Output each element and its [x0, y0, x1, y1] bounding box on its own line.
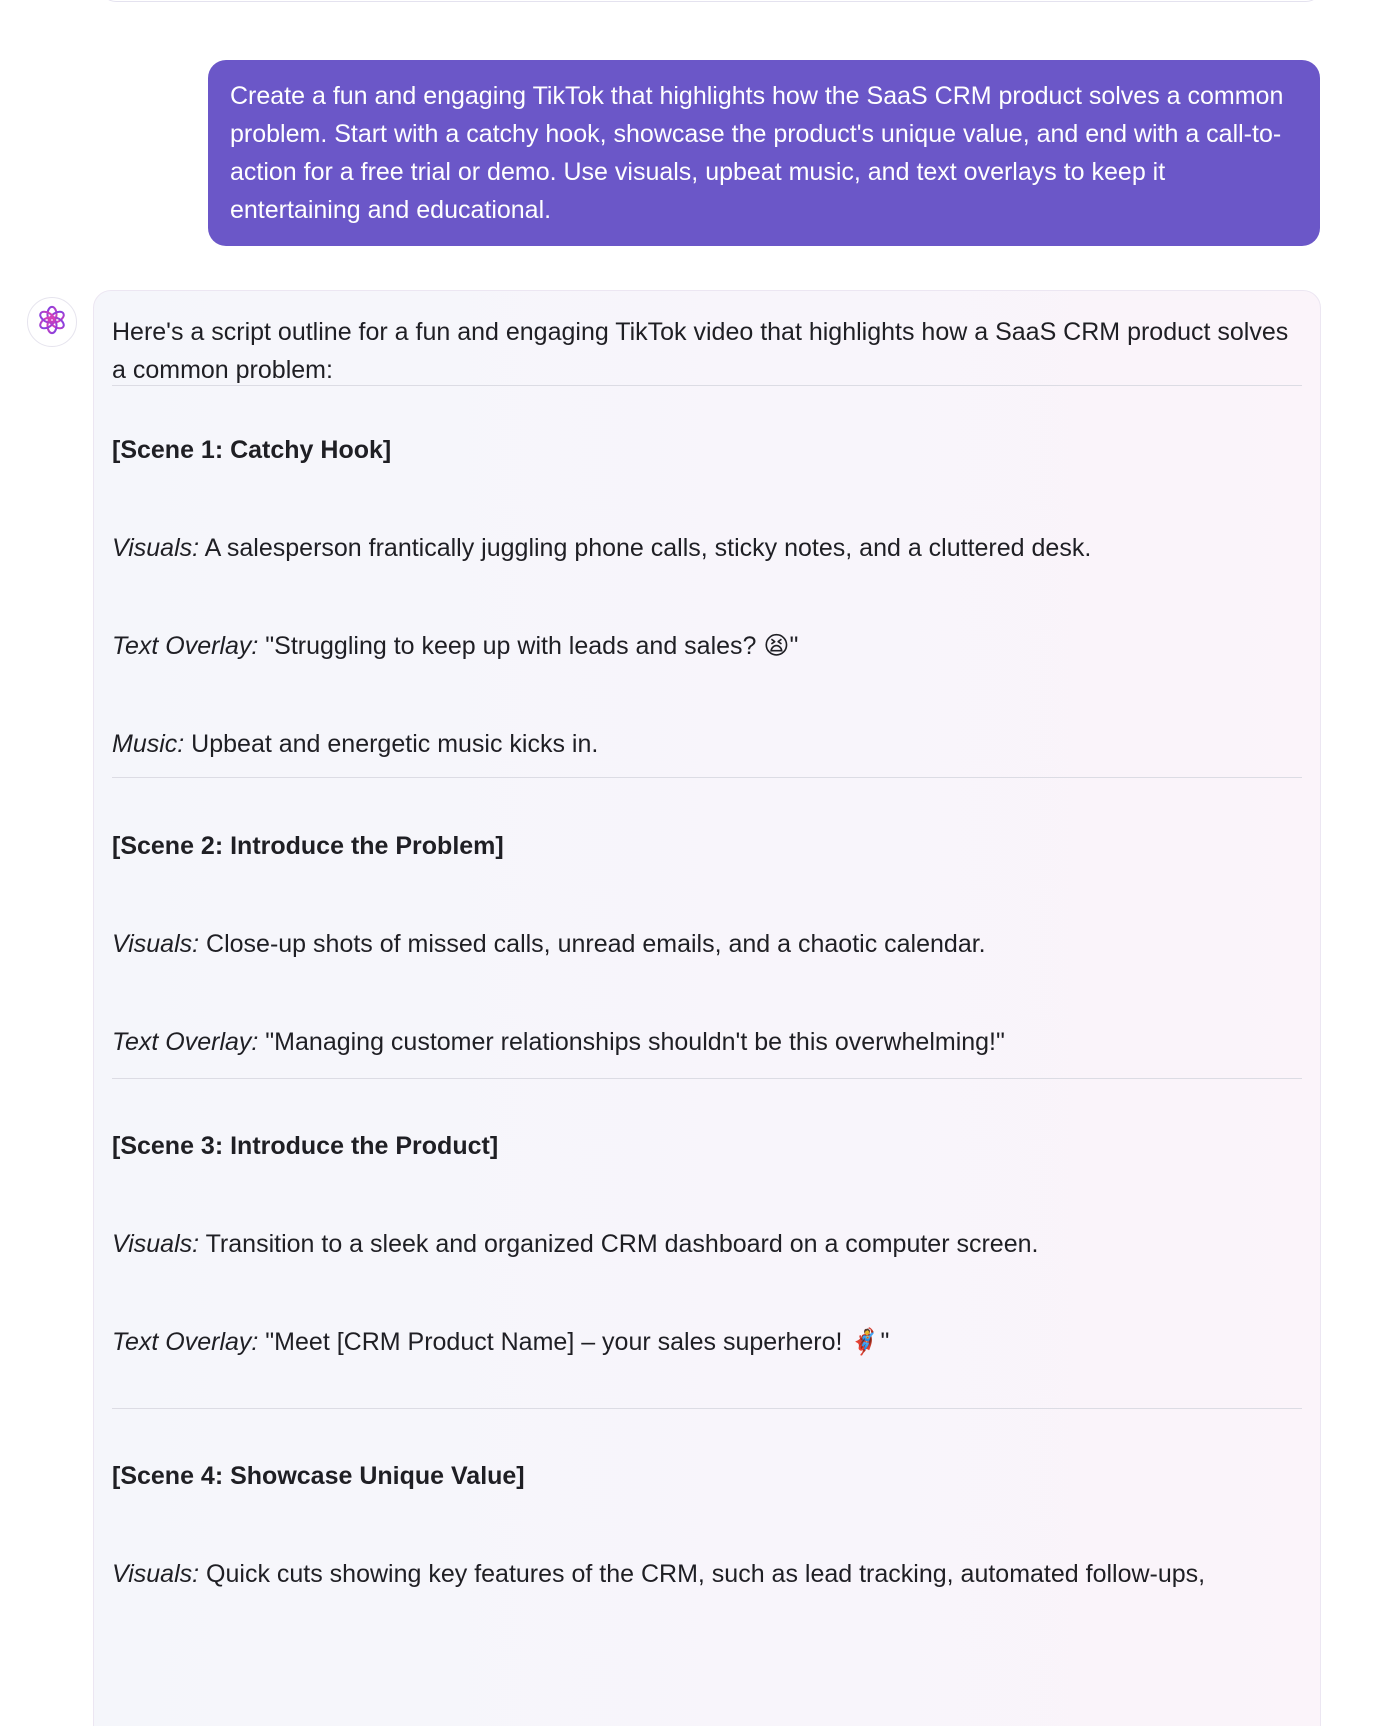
scene-2-heading: [Scene 2: Introduce the Problem]: [112, 832, 504, 860]
assistant-message-card: [93, 290, 1321, 1726]
text-overlay-label: Text Overlay:: [112, 632, 259, 660]
text-overlay-text: "Meet [CRM Product Name] – your sales superhero! 🦸": [258, 1328, 890, 1356]
assistant-logo-icon: [37, 305, 67, 340]
visuals-text: Close-up shots of missed calls, unread emails, and a chaotic calendar.: [199, 930, 986, 958]
divider: [112, 385, 1302, 386]
text-overlay-text: "Struggling to keep up with leads and sales? 😫": [258, 632, 799, 660]
visuals-label: Visuals:: [112, 534, 200, 562]
visuals-text: Quick cuts showing key features of the CRM, such as lead tracking, automated follow-ups,: [199, 1560, 1206, 1588]
scene-1-text-overlay: [112, 627, 1302, 665]
visuals-label: Visuals:: [112, 930, 200, 958]
previous-message-card: [100, 0, 1322, 2]
text-overlay-label: Text Overlay:: [112, 1028, 259, 1056]
scene-3-visuals: [112, 1225, 1302, 1263]
assistant-avatar: [27, 297, 77, 347]
scene-2-text-overlay: [112, 1023, 1302, 1061]
divider: [112, 1408, 1302, 1409]
visuals-text: A salesperson frantically juggling phone calls, sticky notes, and a cluttered desk.: [199, 534, 1092, 562]
scene-3-heading: [Scene 3: Introduce the Product]: [112, 1132, 499, 1160]
assistant-intro: Here's a script outline for a fun and engaging TikTok video that highlights how a SaaS CRM product solves a common problem:: [112, 318, 1289, 384]
scene-4-heading: [Scene 4: Showcase Unique Value]: [112, 1462, 525, 1490]
music-text: Upbeat and energetic music kicks in.: [184, 730, 599, 758]
divider: [112, 777, 1302, 778]
divider: [112, 1078, 1302, 1079]
scene-1-music: [112, 725, 1302, 763]
visuals-text: Transition to a sleek and organized CRM dashboard on a computer screen.: [199, 1230, 1039, 1258]
scene-1-visuals: [112, 529, 1302, 567]
visuals-label: Visuals:: [112, 1230, 200, 1258]
scene-4-visuals: [112, 1555, 1302, 1593]
scene-3-text-overlay: [112, 1323, 1302, 1361]
user-message-bubble: [208, 60, 1320, 246]
text-overlay-label: Text Overlay:: [112, 1328, 259, 1356]
music-label: Music:: [112, 730, 185, 758]
visuals-label: Visuals:: [112, 1560, 200, 1588]
scene-1-heading: [Scene 1: Catchy Hook]: [112, 436, 392, 464]
text-overlay-text: "Managing customer relationships shouldn't be this overwhelming!": [258, 1028, 1005, 1056]
scene-2-visuals: [112, 925, 1302, 963]
user-message-text: Create a fun and engaging TikTok that highlights how the SaaS CRM product solves a common problem. Start with a catchy hook, showcase the product's unique value, and end with a call-to-action for a free trial or demo. Use visuals, upbeat music, and text overlays to keep it entertaining and educational.: [230, 82, 1284, 224]
